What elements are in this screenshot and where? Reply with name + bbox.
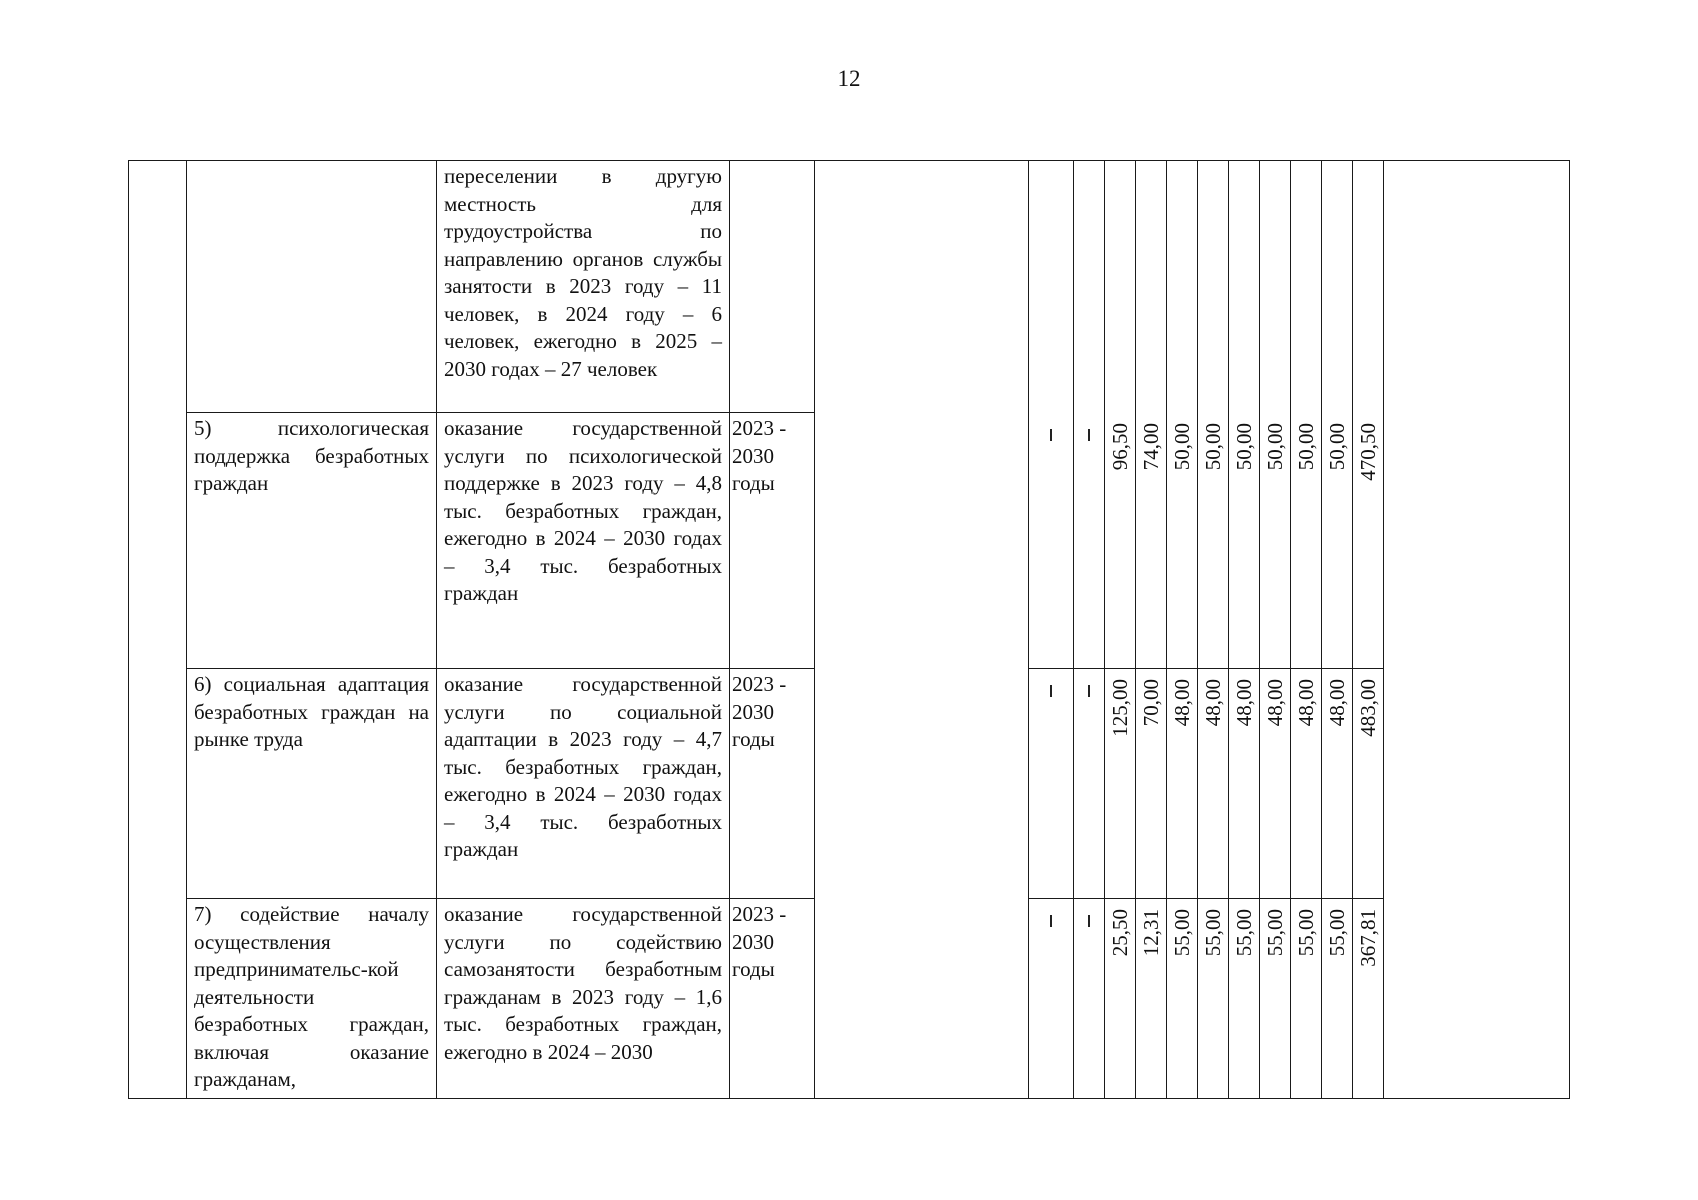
value-2029: 55,00 bbox=[1294, 909, 1318, 957]
value-2024: 70,00 bbox=[1139, 679, 1163, 727]
period-cell: 2023 - 2030 годы bbox=[730, 669, 815, 899]
dash-mark bbox=[1050, 429, 1052, 441]
value-2030: 50,00 bbox=[1325, 422, 1349, 470]
dash-cell bbox=[1074, 669, 1105, 899]
value-2027: 55,00 bbox=[1232, 909, 1256, 957]
result-cell: оказание государственной услуги по содействию самозанятости безработным гражданам в 2023 году – 1,6 тыс. безработных граждан, ежегодно в 2024 – 2030 bbox=[437, 899, 730, 1099]
dash-mark bbox=[1050, 685, 1052, 697]
value-total: 367,81 bbox=[1356, 909, 1380, 967]
dash-mark bbox=[1088, 685, 1090, 697]
value-2024: 74,00 bbox=[1139, 422, 1163, 470]
event-cell: 7) содействие началу осуществления предпринимательс-кой деятельности безработных граждан, включая оказание гражданам, bbox=[187, 899, 437, 1099]
event-cell: 6) социальная адаптация безработных граждан на рынке труда bbox=[187, 669, 437, 899]
dash-cell bbox=[1074, 413, 1105, 669]
table-row bbox=[129, 161, 1570, 413]
program-table bbox=[128, 160, 1570, 1099]
period-cell: 2023 - 2030 годы bbox=[730, 899, 815, 1099]
event-cell bbox=[187, 161, 437, 413]
dash-mark bbox=[1088, 915, 1090, 927]
value-2026: 55,00 bbox=[1201, 909, 1225, 957]
value-2027: 48,00 bbox=[1232, 679, 1256, 727]
dash-cell bbox=[1074, 899, 1105, 1099]
value-2029: 50,00 bbox=[1294, 422, 1318, 470]
value-2030: 55,00 bbox=[1325, 909, 1349, 957]
value-total: 470,50 bbox=[1356, 422, 1380, 481]
dash-cell bbox=[1029, 899, 1074, 1099]
value-2030: 48,00 bbox=[1325, 679, 1349, 727]
dash-mark bbox=[1050, 915, 1052, 927]
value-2023: 125,00 bbox=[1108, 679, 1132, 737]
value-2025: 48,00 bbox=[1170, 679, 1194, 727]
value-2026: 48,00 bbox=[1201, 679, 1225, 727]
result-cell: переселении в другую местность для трудоустройства по направлению органов службы занятости в 2023 году – 11 человек, в 2024 году – 6 человек, ежегодно в 2025 – 2030 годах – 27 человек bbox=[437, 161, 730, 413]
value-2023: 25,50 bbox=[1108, 909, 1132, 957]
value-2029: 48,00 bbox=[1294, 679, 1318, 727]
period-cell: 2023 - 2030 годы bbox=[730, 413, 815, 669]
value-2027: 50,00 bbox=[1232, 422, 1256, 470]
result-cell: оказание государственной услуги по социальной адаптации в 2023 году – 4,7 тыс. безработных граждан, ежегодно в 2024 – 2030 годах – 3,4 тыс. безработных граждан bbox=[437, 669, 730, 899]
number-cell bbox=[129, 161, 187, 1099]
dash-cell bbox=[1029, 669, 1074, 899]
value-2028: 48,00 bbox=[1263, 679, 1287, 727]
executor-cell bbox=[815, 161, 1029, 1099]
dash-cell bbox=[1029, 413, 1074, 669]
value-2023: 96,50 bbox=[1108, 422, 1132, 470]
value-2028: 50,00 bbox=[1263, 422, 1287, 470]
value-2028: 55,00 bbox=[1263, 909, 1287, 957]
value-2026: 50,00 bbox=[1201, 422, 1225, 470]
result-cell: оказание государственной услуги по психологической поддержке в 2023 году – 4,8 тыс. безработных граждан, ежегодно в 2024 – 2030 годах – 3,4 тыс. безработных граждан bbox=[437, 413, 730, 669]
dash-mark bbox=[1088, 429, 1090, 441]
value-2025: 50,00 bbox=[1170, 422, 1194, 470]
value-2024: 12,31 bbox=[1139, 909, 1163, 957]
event-cell: 5) психологическая поддержка безработных граждан bbox=[187, 413, 437, 669]
value-2025: 55,00 bbox=[1170, 909, 1194, 957]
note-cell bbox=[1384, 161, 1570, 1099]
value-total: 483,00 bbox=[1356, 679, 1380, 737]
page-number: 12 bbox=[837, 66, 861, 91]
period-cell bbox=[730, 161, 815, 413]
